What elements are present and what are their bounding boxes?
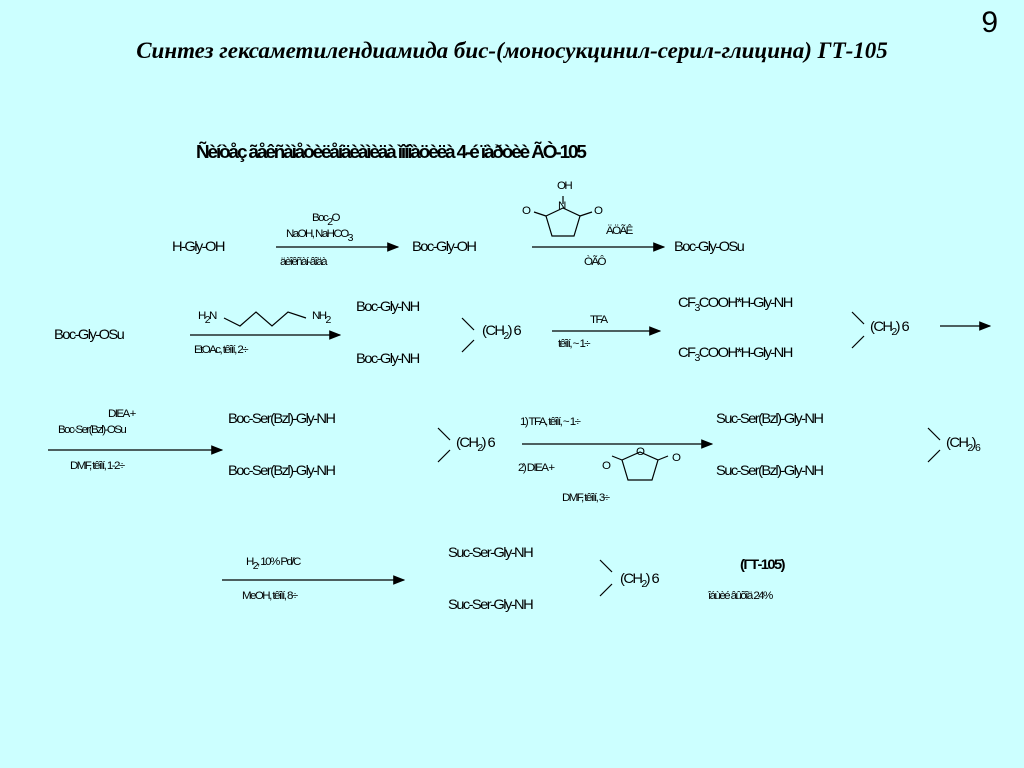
nhs-ring: [546, 208, 580, 236]
ch2-6-e: $(CH_2)$ 6: [620, 570, 659, 590]
gt-105-label: (ГТ-105): [740, 556, 784, 572]
h-gly-oh: H-Gly-OH: [172, 238, 224, 254]
suc-ser-bzl-bottom: Suc-Ser(Bzl)-Gly-NH: [716, 462, 823, 478]
nhs-o2-label: O: [594, 205, 602, 217]
dioxane-label: äèîêñàí-âîäà: [280, 256, 326, 268]
h2-pdc-label: H2, 10% Pd/C: [246, 556, 300, 572]
nhs-o1-label: O: [522, 205, 530, 217]
ch2-6-b: $(CH_2)$ 6: [870, 318, 909, 338]
suc-ser-gly-bottom: Suc-Ser-Gly-NH: [448, 596, 533, 612]
dcc-label: ÄÖÃÊ: [606, 225, 632, 237]
anh-o3: O: [672, 452, 680, 464]
thf-label: ÒÃÔ: [584, 256, 605, 268]
step3-arrow-top: 1) TFA, têîìí, ~ 1÷: [520, 416, 580, 428]
tfa-salt-top: $CF_3COOH*H-Gly-NH$: [678, 294, 792, 314]
etoac-cond: EtOAc, têîìí, 2÷: [194, 344, 248, 356]
anh-o2: O: [636, 446, 644, 458]
anh-o1: O: [602, 460, 610, 472]
ch2-6-c: $(CH_2)$ 6: [456, 434, 495, 454]
suc-ser-gly-top: Suc-Ser-Gly-NH: [448, 544, 533, 560]
boc-ser-gly-top: Boc-Ser(Bzl)-Gly-NH: [228, 410, 335, 426]
boc-gly-osu-2: Boc-Gly-OSu: [54, 326, 124, 342]
boc-gly-nh-bottom: Boc-Gly-NH: [356, 350, 419, 366]
meoh-cond: MeOH, têîìí, 8÷: [242, 590, 297, 602]
tfa-label: TFA: [590, 314, 607, 326]
step3-arrow-mid: 2) DIEA +: [518, 462, 554, 474]
boc-ser-osu-label: Boc-Ser(Bzl)-OSu: [58, 424, 126, 436]
nhs-oh-label: OH: [557, 180, 572, 192]
overall-yield: îáùèé âûõîä 24%: [708, 590, 772, 602]
ch2-6-a: $(CH_2)$ 6: [482, 322, 521, 342]
boc-ser-gly-bottom: Boc-Ser(Bzl)-Gly-NH: [228, 462, 335, 478]
boc-gly-oh: Boc-Gly-OH: [412, 238, 476, 254]
boc2o-label: Boc2O: [312, 212, 339, 228]
boc-gly-nh-top: Boc-Gly-NH: [356, 298, 419, 314]
step3-arrow-bottom: DMF, têîìí, 3÷: [562, 492, 609, 504]
page-title: Синтез гексаметилендиамида бис-(моносукцинил-серил-глицина) ГТ-105: [136, 38, 888, 63]
nhs-n-label: N: [558, 200, 565, 212]
naoh-label: NaOH, NaHCO3: [286, 228, 352, 244]
suc-ser-bzl-top: Suc-Ser(Bzl)-Gly-NH: [716, 410, 823, 426]
boc-gly-osu: Boc-Gly-OSu: [674, 238, 744, 254]
dmf-cond-a: DMF, têîìí, 1-2÷: [70, 460, 124, 472]
garbled-header: Ñèíòåç ãåêñàìåòèëåíäèàìèäà ìîíîàöèëà 4-é ïàðòèè ÃÒ-105: [196, 142, 585, 162]
tfa-cond: têîìí, ~ 1÷: [558, 338, 590, 350]
diamine-h2n: H2N: [198, 310, 216, 326]
diamine-nh2: NH2: [312, 310, 330, 326]
ch2-6-d: $(CH_2)_6$: [946, 434, 980, 454]
slide-number: 9: [981, 6, 998, 39]
tfa-salt-bottom: $CF_3COOH*H-Gly-NH$: [678, 344, 792, 364]
diea-label: DIEA +: [108, 408, 135, 420]
diamine-chain: [224, 312, 306, 326]
